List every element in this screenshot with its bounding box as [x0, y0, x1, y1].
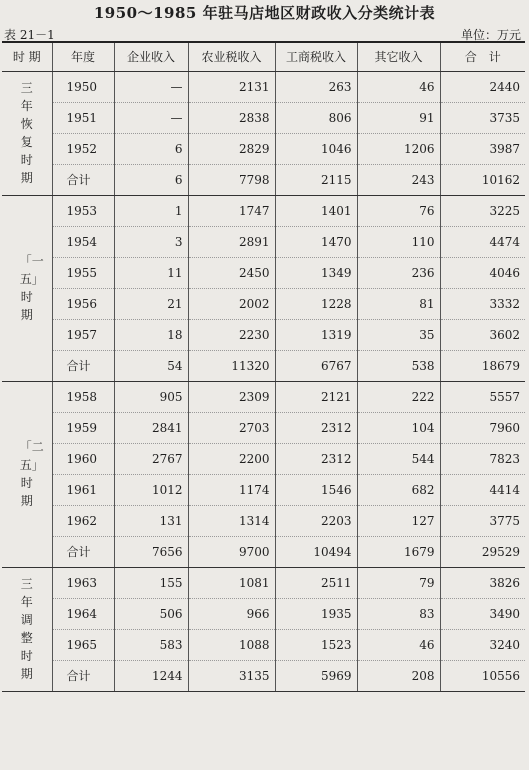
enterprise-cell: 905	[114, 381, 188, 412]
revenue-table	[2, 41, 525, 692]
period-cell	[2, 195, 52, 381]
other-cell: 35	[357, 319, 440, 350]
other-cell: 236	[357, 257, 440, 288]
agri-tax-cell: 1174	[188, 474, 275, 505]
total-cell: 3332	[440, 288, 525, 319]
total-cell: 4474	[440, 226, 525, 257]
total-cell: 3240	[440, 629, 525, 660]
total-cell: 3602	[440, 319, 525, 350]
other-cell: 91	[357, 102, 440, 133]
agri-tax-cell: 2838	[188, 102, 275, 133]
page-title: 1950～1985 年驻马店地区财政收入分类统计表	[93, 4, 436, 22]
year-cell: 合计	[52, 536, 114, 567]
table-row	[2, 257, 525, 288]
other-cell: 46	[357, 629, 440, 660]
commerce-tax-cell: 1319	[275, 319, 357, 350]
year-cell: 合计	[52, 164, 114, 195]
commerce-tax-cell: 1546	[275, 474, 357, 505]
col-header-other: 其它收入	[357, 42, 440, 71]
enterprise-cell: 1	[114, 195, 188, 226]
other-cell: 1206	[357, 133, 440, 164]
table-total-row	[2, 164, 525, 195]
agri-tax-cell: 2131	[188, 71, 275, 102]
agri-tax-cell: 2230	[188, 319, 275, 350]
year-cell: 1959	[52, 412, 114, 443]
table-row	[2, 319, 525, 350]
table-row	[2, 567, 525, 598]
col-header-total: 合 计	[440, 42, 525, 71]
enterprise-cell: 2767	[114, 443, 188, 474]
total-cell: 3735	[440, 102, 525, 133]
year-cell: 1950	[52, 71, 114, 102]
other-cell: 76	[357, 195, 440, 226]
year-cell: 1964	[52, 598, 114, 629]
agri-tax-cell: 1314	[188, 505, 275, 536]
commerce-tax-cell: 5969	[275, 660, 357, 691]
other-cell: 79	[357, 567, 440, 598]
total-cell: 7960	[440, 412, 525, 443]
enterprise-cell: —	[114, 102, 188, 133]
commerce-tax-cell: 2121	[275, 381, 357, 412]
enterprise-cell: 6	[114, 164, 188, 195]
other-cell: 127	[357, 505, 440, 536]
total-cell: 3225	[440, 195, 525, 226]
table-total-row	[2, 350, 525, 381]
enterprise-cell: 11	[114, 257, 188, 288]
col-header-enterprise: 企业收入	[114, 42, 188, 71]
other-cell: 104	[357, 412, 440, 443]
table-id: 表 21－1	[4, 28, 55, 42]
table-row	[2, 226, 525, 257]
other-cell: 1679	[357, 536, 440, 567]
year-cell: 1952	[52, 133, 114, 164]
table-row	[2, 288, 525, 319]
agri-tax-cell: 3135	[188, 660, 275, 691]
commerce-tax-cell: 1523	[275, 629, 357, 660]
period-label: 「一五」时期	[19, 254, 44, 322]
commerce-tax-cell: 1046	[275, 133, 357, 164]
commerce-tax-cell: 1401	[275, 195, 357, 226]
table-row	[2, 598, 525, 629]
other-cell: 83	[357, 598, 440, 629]
agri-tax-cell: 2703	[188, 412, 275, 443]
commerce-tax-cell: 1228	[275, 288, 357, 319]
total-cell: 29529	[440, 536, 525, 567]
agri-tax-cell: 966	[188, 598, 275, 629]
other-cell: 222	[357, 381, 440, 412]
agri-tax-cell: 2829	[188, 133, 275, 164]
enterprise-cell: 21	[114, 288, 188, 319]
total-cell: 3987	[440, 133, 525, 164]
total-cell: 4046	[440, 257, 525, 288]
agri-tax-cell: 1081	[188, 567, 275, 598]
header-row	[2, 42, 525, 71]
enterprise-cell: 7656	[114, 536, 188, 567]
commerce-tax-cell: 2511	[275, 567, 357, 598]
agri-tax-cell: 2309	[188, 381, 275, 412]
enterprise-cell: 3	[114, 226, 188, 257]
col-header-year: 年度	[52, 42, 114, 71]
agri-tax-cell: 1747	[188, 195, 275, 226]
agri-tax-cell: 2002	[188, 288, 275, 319]
commerce-tax-cell: 806	[275, 102, 357, 133]
year-cell: 1961	[52, 474, 114, 505]
commerce-tax-cell: 1470	[275, 226, 357, 257]
commerce-tax-cell: 2312	[275, 443, 357, 474]
period-cell	[2, 381, 52, 567]
enterprise-cell: 54	[114, 350, 188, 381]
year-cell: 1958	[52, 381, 114, 412]
agri-tax-cell: 2891	[188, 226, 275, 257]
other-cell: 208	[357, 660, 440, 691]
col-header-commerce-tax: 工商税收入	[275, 42, 357, 71]
total-cell: 3775	[440, 505, 525, 536]
enterprise-cell: 506	[114, 598, 188, 629]
commerce-tax-cell: 263	[275, 71, 357, 102]
total-cell: 5557	[440, 381, 525, 412]
other-cell: 682	[357, 474, 440, 505]
table-total-row	[2, 660, 525, 691]
period-cell	[2, 567, 52, 691]
other-cell: 81	[357, 288, 440, 319]
commerce-tax-cell: 2203	[275, 505, 357, 536]
agri-tax-cell: 11320	[188, 350, 275, 381]
year-cell: 1956	[52, 288, 114, 319]
year-cell: 1951	[52, 102, 114, 133]
table-row	[2, 505, 525, 536]
table-row	[2, 102, 525, 133]
year-cell: 1963	[52, 567, 114, 598]
agri-tax-cell: 1088	[188, 629, 275, 660]
other-cell: 110	[357, 226, 440, 257]
other-cell: 538	[357, 350, 440, 381]
other-cell: 46	[357, 71, 440, 102]
year-cell: 1957	[52, 319, 114, 350]
total-cell: 7823	[440, 443, 525, 474]
table-row	[2, 133, 525, 164]
commerce-tax-cell: 2312	[275, 412, 357, 443]
total-cell: 10556	[440, 660, 525, 691]
year-cell: 合计	[52, 350, 114, 381]
commerce-tax-cell: 1349	[275, 257, 357, 288]
other-cell: 243	[357, 164, 440, 195]
total-cell: 4414	[440, 474, 525, 505]
period-label: 三年恢复时期	[20, 81, 33, 185]
table-row	[2, 443, 525, 474]
agri-tax-cell: 7798	[188, 164, 275, 195]
total-cell: 10162	[440, 164, 525, 195]
enterprise-cell: 1244	[114, 660, 188, 691]
enterprise-cell: 583	[114, 629, 188, 660]
table-row	[2, 71, 525, 102]
enterprise-cell: 2841	[114, 412, 188, 443]
year-cell: 1960	[52, 443, 114, 474]
table-row	[2, 412, 525, 443]
commerce-tax-cell: 10494	[275, 536, 357, 567]
enterprise-cell: 155	[114, 567, 188, 598]
total-cell: 3826	[440, 567, 525, 598]
table-row	[2, 474, 525, 505]
commerce-tax-cell: 1935	[275, 598, 357, 629]
year-cell: 1954	[52, 226, 114, 257]
year-cell: 1965	[52, 629, 114, 660]
enterprise-cell: —	[114, 71, 188, 102]
enterprise-cell: 18	[114, 319, 188, 350]
commerce-tax-cell: 2115	[275, 164, 357, 195]
enterprise-cell: 131	[114, 505, 188, 536]
year-cell: 1953	[52, 195, 114, 226]
agri-tax-cell: 2200	[188, 443, 275, 474]
col-header-agri-tax: 农业税收入	[188, 42, 275, 71]
table-total-row	[2, 536, 525, 567]
enterprise-cell: 6	[114, 133, 188, 164]
other-cell: 544	[357, 443, 440, 474]
year-cell: 合计	[52, 660, 114, 691]
agri-tax-cell: 9700	[188, 536, 275, 567]
period-cell	[2, 71, 52, 195]
period-label: 「二五」时期	[19, 440, 44, 508]
year-cell: 1955	[52, 257, 114, 288]
period-label: 三年调整时期	[20, 577, 33, 681]
table-row	[2, 381, 525, 412]
table-row	[2, 629, 525, 660]
enterprise-cell: 1012	[114, 474, 188, 505]
total-cell: 18679	[440, 350, 525, 381]
total-cell: 2440	[440, 71, 525, 102]
col-header-period: 时 期	[2, 42, 52, 71]
table-row	[2, 195, 525, 226]
commerce-tax-cell: 6767	[275, 350, 357, 381]
total-cell: 3490	[440, 598, 525, 629]
agri-tax-cell: 2450	[188, 257, 275, 288]
year-cell: 1962	[52, 505, 114, 536]
unit-label: 单位：万元	[460, 28, 521, 42]
